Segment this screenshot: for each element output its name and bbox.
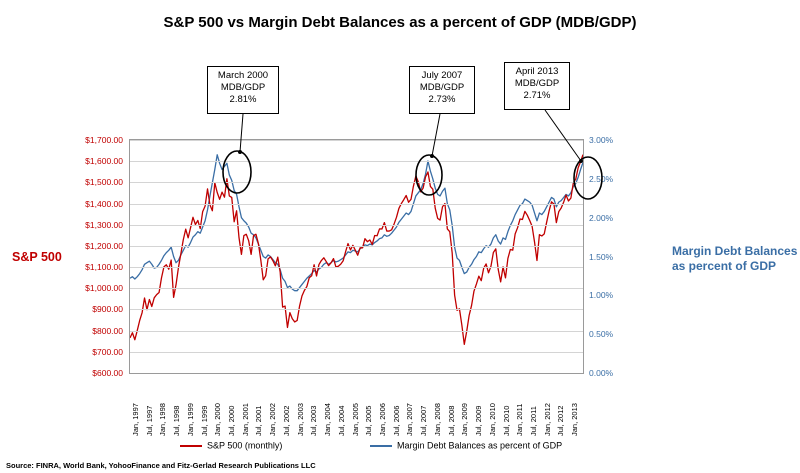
x-axis-tick-label: Jul, 1997 [144,405,154,436]
left-axis-tick-label: $1,500.00 [85,177,123,188]
left-axis-tick-label: $1,000.00 [85,283,123,294]
annotation-line-2: MDB/GDP [419,82,465,93]
x-axis-tick-label: Jan, 2011 [515,403,525,436]
x-axis-tick-label: Jan, 2010 [487,403,497,436]
right-axis-title [672,244,798,274]
x-axis-tick-label: Jan, 2002 [268,403,278,436]
left-axis-tick-label: $1,100.00 [85,262,123,273]
x-axis-tick-label: Jan, 2007 [405,403,415,436]
x-axis-tick-label: Jul, 1998 [172,405,182,436]
legend-swatch [370,445,392,447]
x-axis-tick-label: Jan, 1999 [185,403,195,436]
annotation-line-3: 2.71% [523,90,551,101]
right-axis-tick-label: 3.00% [589,135,614,145]
gridline [130,352,583,353]
annotation-july-2007 [409,66,475,114]
x-axis-tick-label: Jul, 2001 [254,405,264,436]
annotation-march-2000 [207,66,279,114]
x-axis-tick-label: Jul, 2007 [419,405,429,436]
x-axis-tick-label: Jan, 2006 [377,403,387,436]
x-axis-tick-label: Jul, 2004 [336,405,346,436]
gridline [130,309,583,310]
gridline [130,331,583,332]
legend-label: S&P 500 (monthly) [207,440,283,451]
x-axis-tick-label: Jul, 2000 [226,405,236,436]
gridline [130,288,583,289]
right-axis-title-line-1: Margin Debt Balances [672,244,798,258]
right-axis-tick-label: 2.00% [589,212,614,223]
chart-legend [140,440,700,456]
gridline [130,140,583,141]
x-axis-tick-label: Jan, 2009 [460,403,470,436]
legend-item-sp500 [180,440,282,451]
annotation-line-2: MDB/GDP [220,82,266,93]
x-axis-tick-label: Jan, 2003 [295,403,305,436]
series-line [130,155,583,345]
x-axis-tick-label: Jul, 2005 [364,405,374,436]
left-axis-tick-label: $1,400.00 [85,198,123,209]
gridline [130,246,583,247]
series-svg [130,140,583,373]
x-axis-tick-label: Jul, 2006 [391,405,401,436]
annotation-line-1: March 2000 [217,70,269,81]
x-axis-tick-label: Jul, 2003 [309,405,319,436]
x-axis-tick-label: Jan, 2000 [213,403,223,436]
chart-title: S&P 500 vs Margin Debt Balances as a percent of GDP (MDB/GDP) [163,14,637,31]
gridline [130,161,583,162]
left-axis-title: S&P 500 [12,250,62,264]
annotation-april-2013 [504,62,570,110]
left-axis-tick-label: $800.00 [92,325,123,336]
gridline [130,267,583,268]
gridline [130,182,583,183]
x-axis-tick-label: Jul, 2012 [556,405,566,436]
annotation-line-2: MDB/GDP [514,78,560,89]
left-axis-tick-label: $1,700.00 [85,135,123,145]
x-axis-tick-label: Jan, 1998 [158,403,168,436]
plot-area [129,139,584,374]
x-axis-tick-label: Jan, 2008 [432,403,442,436]
x-axis-tick-label: Jan, 2001 [240,403,250,436]
right-axis-tick-label: 2.50% [589,173,614,184]
gridline [130,225,583,226]
x-axis-tick-label: Jul, 2011 [528,406,538,436]
x-axis-tick-label: Jul, 2010 [501,405,511,436]
legend-swatch [180,445,202,447]
right-axis-tick-label: 0.50% [589,329,614,340]
right-axis-tick-label: 1.00% [589,290,614,301]
x-axis-tick-label: Jan, 2012 [542,403,552,436]
left-axis-tick-label: $600.00 [92,368,123,378]
source-note: Source: FINRA, World Bank, YohooFinance and Fitz-Gerlad Research Publications LLC [6,461,316,470]
x-axis-tick-label: Jul, 2009 [474,405,484,436]
left-axis-tick-label: $700.00 [92,346,123,357]
legend-label: Margin Debt Balances as percent of GDP [397,440,563,451]
annotation-line-1: July 2007 [421,70,463,81]
right-axis-title-line-2: as percent of GDP [672,259,777,273]
gridline [130,204,583,205]
annotation-line-3: 2.73% [428,94,456,105]
x-axis-tick-label: Jan, 2004 [323,403,333,436]
right-axis-tick-label: 1.50% [589,251,614,262]
left-axis-tick-label: $1,600.00 [85,156,123,167]
left-axis-tick-label: $900.00 [92,304,123,315]
x-axis-tick-label: Jan, 2013 [570,403,580,436]
annotation-line-1: April 2013 [515,66,559,77]
x-axis-ticks [129,376,584,436]
x-axis-tick-label: Jul, 2008 [446,405,456,436]
x-axis-tick-label: Jul, 1999 [199,405,209,436]
legend-item-margin-debt [370,440,562,451]
left-axis-tick-label: $1,300.00 [85,219,123,230]
x-axis-tick-label: Jul, 2002 [281,405,291,436]
right-axis-tick-label: 0.00% [589,368,614,378]
annotation-line-3: 2.81% [229,94,257,105]
x-axis-tick-label: Jan, 2005 [350,403,360,436]
x-axis-tick-label: Jan, 1997 [130,403,140,436]
left-axis-tick-label: $1,200.00 [85,240,123,251]
